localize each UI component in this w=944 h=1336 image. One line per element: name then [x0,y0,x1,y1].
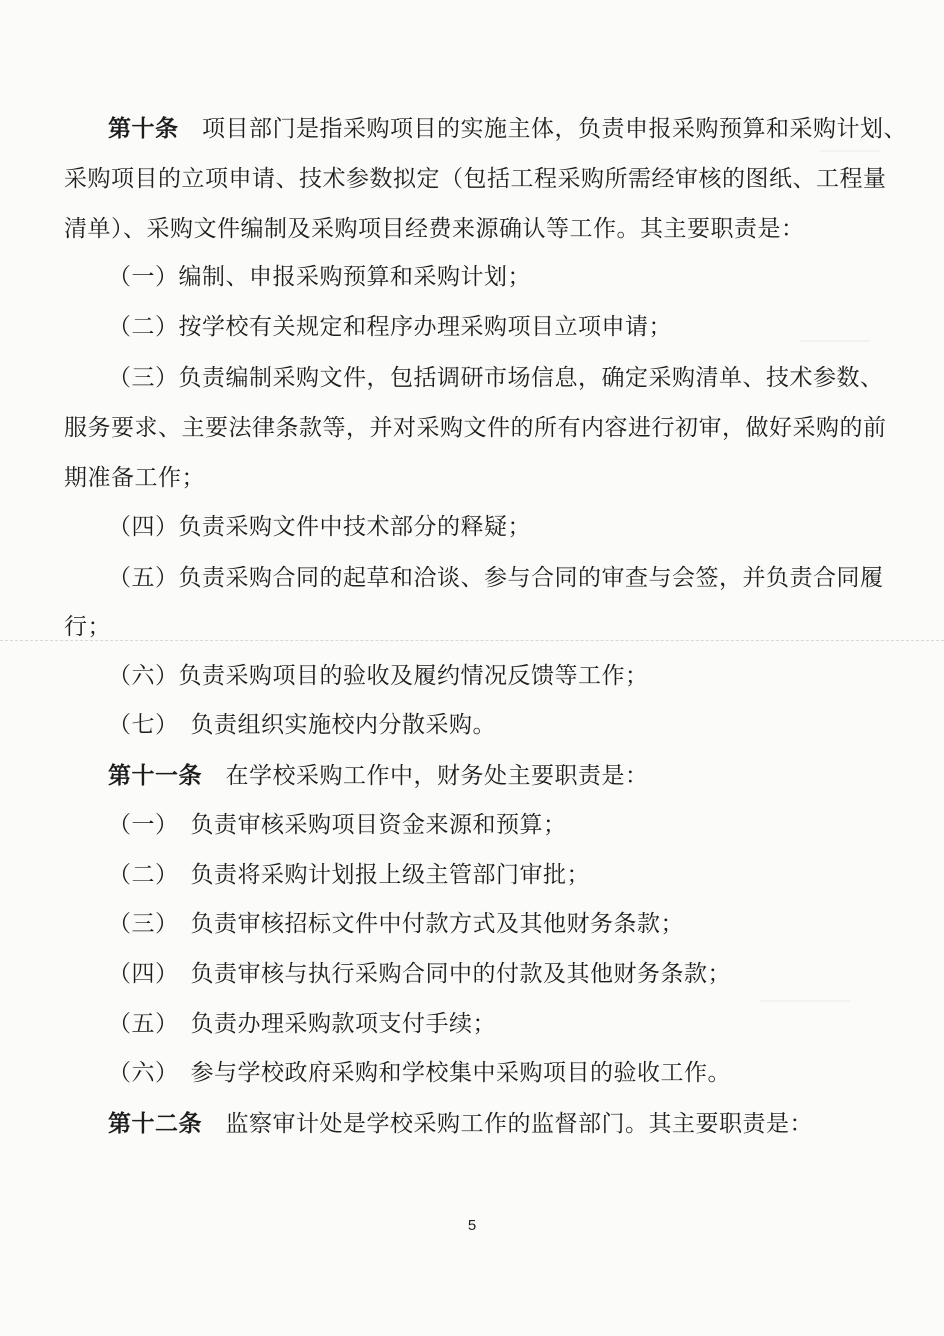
line-text: （二） 负责将采购计划报上级主管部门审批； [108,862,590,888]
text-line [0,312,944,342]
text-line [0,761,944,791]
text-line [0,114,944,144]
line-text: （六） 参与学校政府采购和学校集中采购项目的验收工作。 [108,1060,731,1086]
line-text: （一）编制、申报采购预算和采购计划； [108,264,531,290]
line-text: 行； [64,614,111,640]
line-text: （三）负责编制采购文件，包括调研市场信息，确定采购清单、技术参数、 [108,365,884,391]
line-text: （二）按学校有关规定和程序办理采购项目立项申请； [108,314,672,340]
text-line [0,563,944,593]
text-line [0,1009,944,1039]
line-text: （六）负责采购项目的验收及履约情况反馈等工作； [108,663,649,689]
text-line [0,810,944,840]
text-line [0,214,944,244]
text-line [0,612,944,642]
line-text: （一） 负责审核采购项目资金来源和预算； [108,812,567,838]
page-number: 5 [467,1217,477,1234]
text-line [0,363,944,393]
line-text: 服务要求、主要法律条款等，并对采购文件的所有内容进行初审，做好采购的前 [64,415,887,441]
text-line [0,512,944,542]
line-text: （四） 负责审核与执行采购合同中的付款及其他财务条款； [108,961,731,987]
line-text: （七） 负责组织实施校内分散采购。 [108,712,496,738]
article-label: 第十二条 [108,1110,202,1137]
line-text: 监察审计处是学校采购工作的监督部门。其主要职责是： [225,1111,813,1137]
article-label: 第十条 [108,115,179,142]
line-text: 在学校采购工作中，财务处主要职责是： [225,763,649,789]
line-text: （五）负责采购合同的起草和洽谈、参与合同的审查与会签，并负责合同履 [108,565,884,591]
text-line [0,413,944,443]
text-line [0,860,944,890]
line-text: （三） 负责审核招标文件中付款方式及其他财务条款； [108,911,684,937]
line-text: 期准备工作； [64,465,205,491]
text-line [0,909,944,939]
line-text: 采购项目的立项申请、技术参数拟定（包括工程采购所需经审核的图纸、工程量 [64,166,887,192]
text-line [0,463,944,493]
text-line [0,959,944,989]
text-line [0,1058,944,1088]
text-line [0,661,944,691]
text-line [0,710,944,740]
bleed-through-mark [760,1000,850,1002]
text-line [0,1109,944,1139]
line-text: 项目部门是指采购项目的实施主体，负责申报采购预算和采购计划、 [202,116,907,142]
line-text: 清单）、采购文件编制及采购项目经费来源确认等工作。其主要职责是： [64,216,805,242]
text-line [0,164,944,194]
line-text: （五） 负责办理采购款项支付手续； [108,1011,496,1037]
text-line [0,262,944,292]
line-text: （四）负责采购文件中技术部分的释疑； [108,514,531,540]
article-label: 第十一条 [108,762,202,789]
bleed-through-mark [820,150,880,152]
